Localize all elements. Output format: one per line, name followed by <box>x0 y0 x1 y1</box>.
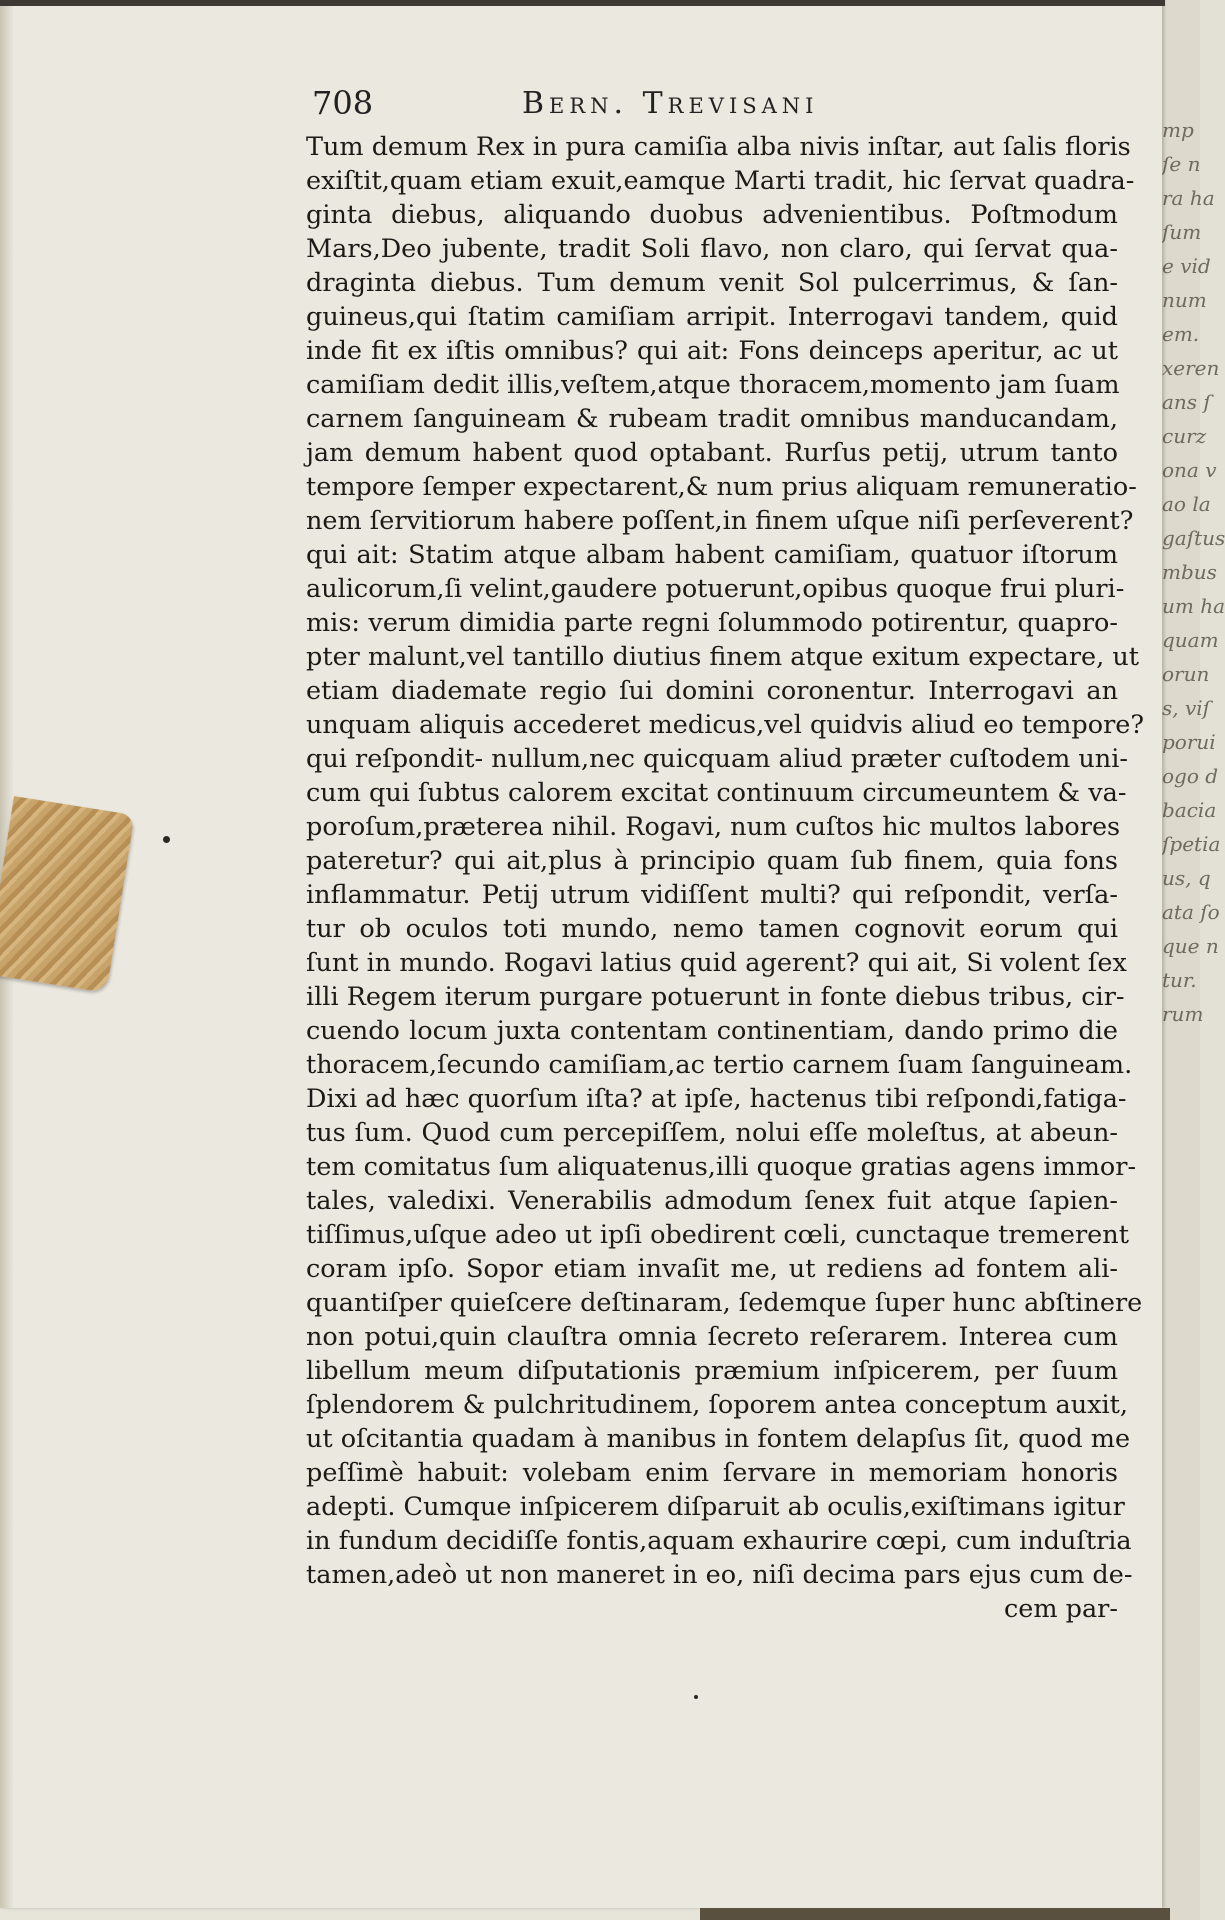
text-line: poroſum,præterea nihil. Rogavi, num cuſtos hic multos labores <box>306 812 1121 842</box>
text-line: non potui,quin clauſtra omnia ſecreto reſerarem. Interea cum <box>306 1322 1118 1352</box>
facing-page-fragment: ans ſ <box>1162 390 1211 414</box>
facing-page-fragment: ſum <box>1162 220 1202 244</box>
text-line: libellum meum diſputationis præmium inſpicerem, per ſuum <box>306 1356 1118 1386</box>
text-line: Tum demum Rex in pura camiſia alba nivis inſtar, aut ſalis floris <box>306 132 1131 162</box>
facing-page-fragment: ao la <box>1162 492 1211 516</box>
catchword: cem par- <box>1004 1594 1118 1624</box>
facing-page-fragment: que n <box>1162 934 1219 958</box>
text-line: Mars,Deo jubente, tradit Soli flavo, non claro, qui ſervat qua- <box>306 234 1118 264</box>
facing-page-fragment: num <box>1162 288 1207 312</box>
facing-page-fragment: e vid <box>1162 254 1211 278</box>
facing-page-fragment: xeren <box>1162 356 1220 380</box>
facing-page-fragment: orun <box>1162 662 1210 686</box>
facing-page-fragment: ſpetia <box>1162 832 1221 856</box>
text-line: inde fit ex iſtis omnibus? qui ait: Fons deinceps aperitur, ac ut <box>306 336 1118 366</box>
facing-page-fragment: ona v <box>1162 458 1217 482</box>
text-line: aulicorum,ſi velint,gaudere potuerunt,opibus quoque frui pluri- <box>306 574 1125 604</box>
text-line: ut oſcitantia quadam à manibus in fontem delapſus ſit, quod me <box>306 1424 1131 1454</box>
text-line: unquam aliquis accederet medicus,vel quidvis aliud eo tempore? <box>306 710 1145 740</box>
text-line: Dixi ad hæc quorſum iſta? at ipſe, hactenus tibi reſpondi,fatiga- <box>306 1084 1127 1114</box>
running-title: Bern. Trevisani <box>522 86 819 121</box>
ink-speck <box>163 836 170 843</box>
text-line: qui ait: Statim atque albam habent camiſiam, quatuor iſtorum <box>306 540 1118 570</box>
text-line: quantiſper quieſcere deſtinaram, ſedemque ſuper hunc abſtinere <box>306 1288 1143 1318</box>
facing-page-edge <box>1162 0 1225 1920</box>
text-line: guineus,qui ſtatim camiſiam arripit. Interrogavi tandem, quid <box>306 302 1118 332</box>
text-line: ſplendorem & pulchritudinem, ſoporem antea conceptum auxit, <box>306 1390 1129 1420</box>
facing-page-fragment: ogo d <box>1162 764 1219 788</box>
text-line: ſunt in mundo. Rogavi latius quid agerent? qui ait, Si volent ſex <box>306 948 1127 978</box>
page-number: 708 <box>312 84 374 122</box>
facing-page-fragment: ata ſo <box>1162 900 1220 924</box>
facing-page-fragment: ra ha <box>1162 186 1215 210</box>
text-line: thoracem,ſecundo camiſiam,ac tertio carnem ſuam ſanguineam. <box>306 1050 1133 1080</box>
text-line: qui reſpondit- nullum,nec quicquam aliud præter cuſtodem uni- <box>306 744 1129 774</box>
text-line: pter malunt,vel tantillo diutius finem atque exitum expectare, ut <box>306 642 1139 672</box>
text-line: mis: verum dimidia parte regni ſolummodo potirentur, quapro- <box>306 608 1118 638</box>
facing-page-fragment: porui <box>1162 730 1216 754</box>
facing-page-fragment: mbus <box>1162 560 1217 584</box>
facing-page-fragment: quam <box>1162 628 1219 652</box>
facing-page-fragment: gaſtus <box>1162 526 1225 550</box>
text-line: pateretur? qui ait,plus à principio quam ſub finem, quia fons <box>306 846 1118 876</box>
text-line: draginta diebus. Tum demum venit Sol pulcerrimus, & ſan- <box>306 268 1118 298</box>
text-line: cuendo locum juxta contentam continentiam, dando primo die <box>306 1016 1118 1046</box>
text-line: camiſiam dedit illis,veſtem,atque thoracem,momento jam ſuam <box>306 370 1120 400</box>
facing-page-fragment: us, q <box>1162 866 1211 890</box>
facing-page-fragment: rum <box>1162 1002 1204 1026</box>
facing-page-fragment: bacia <box>1162 798 1217 822</box>
facing-page-fragment: ſe n <box>1162 152 1201 176</box>
facing-page-fragment: curz <box>1162 424 1207 448</box>
page-top-edge <box>0 0 1165 6</box>
text-line: tamen,adeò ut non maneret in eo, niſi decima pars ejus cum de- <box>306 1560 1133 1590</box>
text-line: ginta diebus, aliquando duobus advenientibus. Poſtmodum <box>306 200 1118 230</box>
text-line: jam demum habent quod optabant. Rurſus petij, utrum tanto <box>306 438 1118 468</box>
running-head <box>312 84 912 124</box>
text-line: carnem ſanguineam & rubeam tradit omnibus manducandam, <box>306 404 1118 434</box>
text-line: etiam diademate regio ſui domini coronentur. Interrogavi an <box>306 676 1118 706</box>
text-line: inflammatur. Petij utrum vidiſſent multi? qui reſpondit, verſa- <box>306 880 1118 910</box>
text-line: illi Regem iterum purgare potuerunt in fonte diebus tribus, cir- <box>306 982 1125 1012</box>
facing-page-fragment: tur. <box>1162 968 1197 992</box>
facing-page-fragment: mp <box>1162 118 1194 142</box>
text-line: nem ſervitiorum habere poſſent,in finem uſque niſi perſeverent? <box>306 506 1134 536</box>
facing-page-fragment: em. <box>1162 322 1200 346</box>
text-line: tiſſimus,uſque adeo ut ipſi obedirent cœli, cunctaque tremerent <box>306 1220 1129 1250</box>
text-line: adepti. Cumque inſpicerem diſparuit ab oculis,exiſtimans igitur <box>306 1492 1125 1522</box>
text-line: tur ob oculos toti mundo, nemo tamen cognovit eorum qui <box>306 914 1118 944</box>
text-line: tem comitatus ſum aliquatenus,illi quoque gratias agens immor- <box>306 1152 1137 1182</box>
ink-speck <box>694 1695 698 1699</box>
facing-page-fragment: s, viſ <box>1162 696 1211 720</box>
text-line: peſſimè habuit: volebam enim ſervare in memoriam honoris <box>306 1458 1118 1488</box>
text-line: exiſtit,quam etiam exuit,eamque Marti tradit, hic ſervat quadra- <box>306 166 1135 196</box>
text-line: coram ipſo. Sopor etiam invaſit me, ut rediens ad fontem ali- <box>306 1254 1118 1284</box>
facing-page-fragment: um ha <box>1162 594 1225 618</box>
text-line: in fundum decidiſſe fontis,aquam exhaurire cœpi, cum induſtria <box>306 1526 1132 1556</box>
body-text <box>306 130 1145 1626</box>
text-line: cum qui ſubtus calorem excitat continuum circumeuntem & va- <box>306 778 1127 808</box>
text-line: tales, valedixi. Venerabilis admodum ſenex fuit atque ſapien- <box>306 1186 1118 1216</box>
text-line: tus ſum. Quod cum percepiſſem, nolui eſſe moleſtus, at abeun- <box>306 1118 1118 1148</box>
page-bottom-edge <box>700 1908 1170 1920</box>
text-line: tempore ſemper expectarent,& num prius aliquam remuneratio- <box>306 472 1137 502</box>
